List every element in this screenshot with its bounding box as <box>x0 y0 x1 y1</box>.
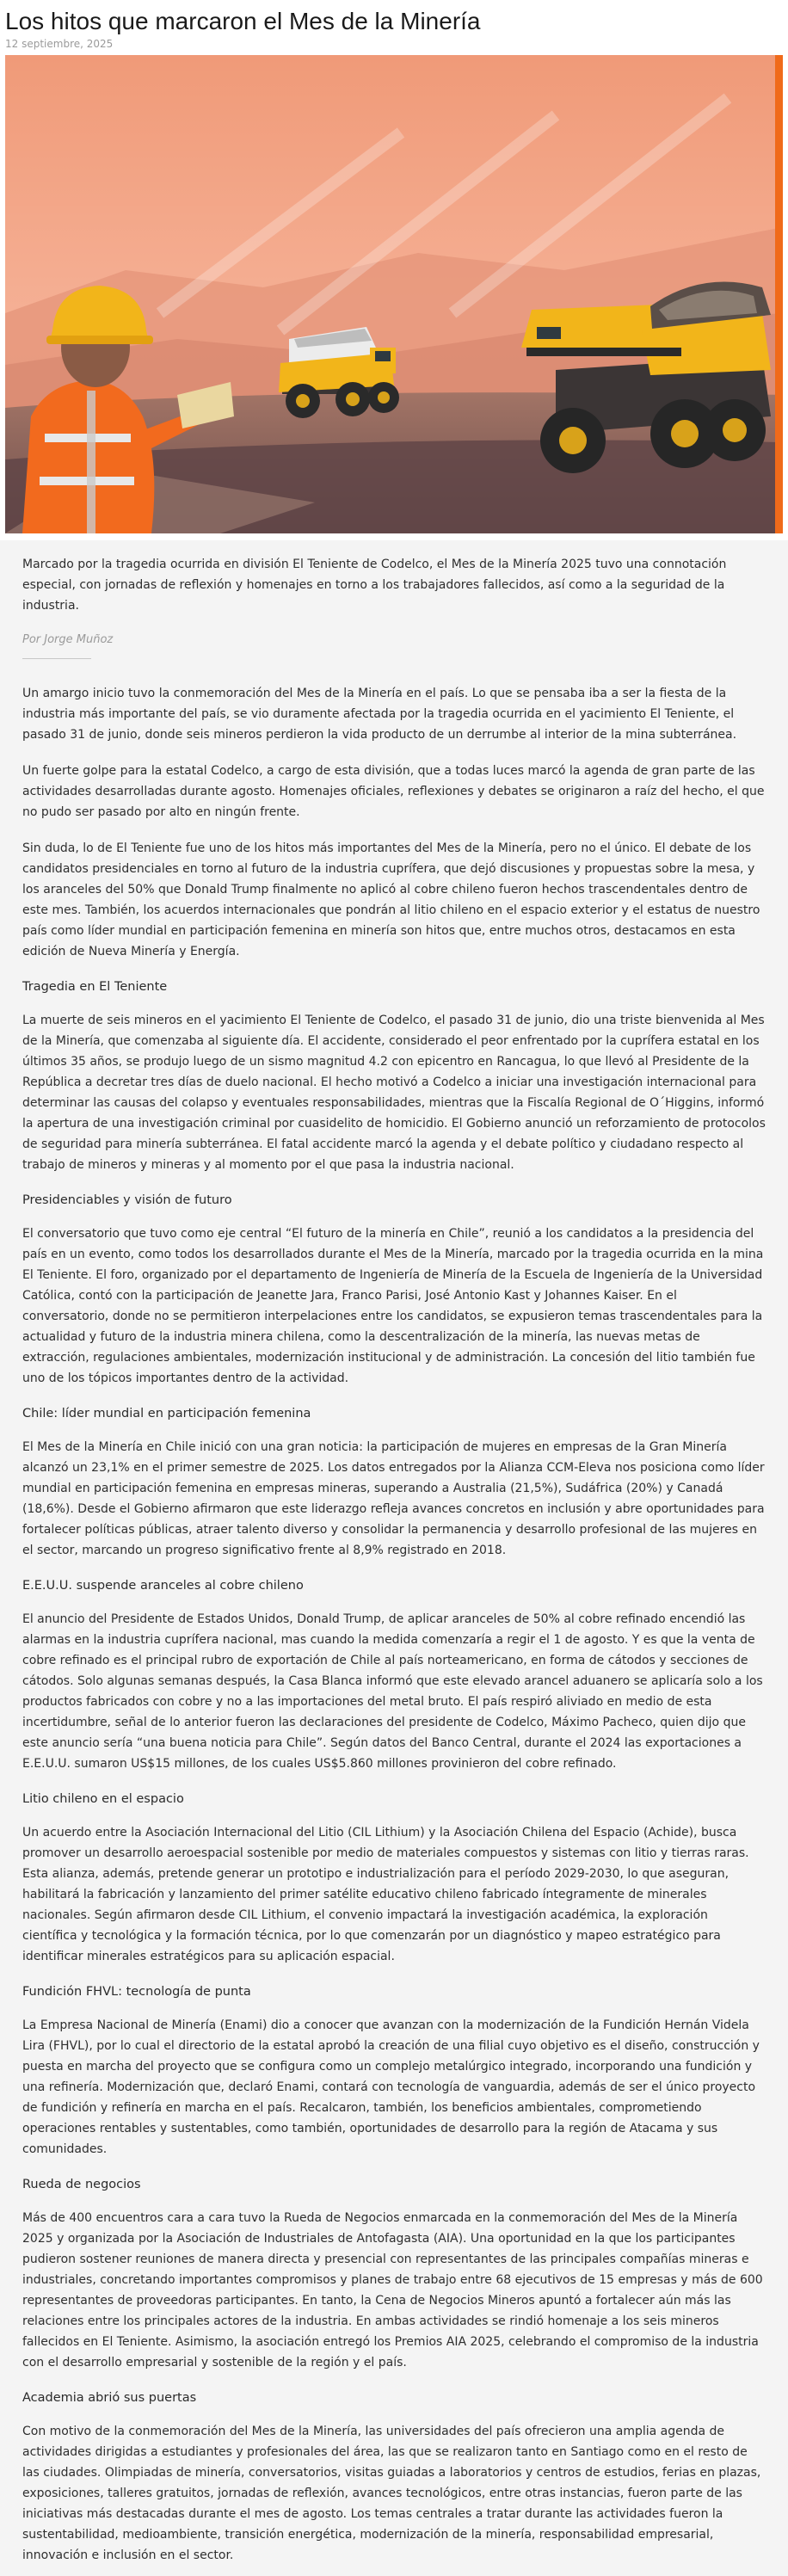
section-paragraph: Un acuerdo entre la Asociación Internacional del Litio (CIL Lithium) y la Asociación Chilena del Espacio (Achide), busca promover un desarrollo aeroespacial sostenible por medio de materiales compuestos y sistemas con litio y tierras raras. Esta alianza, además, pretende generar un prototipo e industrialización para el período 2029-2030, lo que aseguran, habilitará la fabricación y lanzamiento del primer satélite educativo chileno fabricado íntegramente de minerales nacionales. Según afirmaron desde CIL Lithium, el convenio impactará la investigación académica, la exploración científica y tecnológica y la formación técnica, por lo que comenzarán por un diagnóstico y mapeo estratégico para identificar minerales estratégicos para su aplicación espacial. <box>22 1825 749 1963</box>
page-title: Los hitos que marcaron el Mes de la Minería <box>5 8 481 34</box>
section-paragraph: El Mes de la Minería en Chile inició con una gran noticia: la participación de mujeres en empresas de la Gran Minería alcanzó un 23,1% en el primer semestre de 2025. Los datos entregados por la Alianza CCM-Eleva nos posiciona como líder mundial en participación femenina en empresas mineras, superando a Australia (21,5%), Sudáfrica (20%) y Canadá (18,6%). Desde el Gobierno afirmaron que este liderazgo refleja avances concretos en inclusión y abre oportunidades para fortalecer políticas públicas, atraer talento diverso y consolidar la permanencia y desarrollo profesional de las mujeres en el sector, marcando un progreso significativo frente al 8,9% registrado en 2018. <box>22 1439 765 1557</box>
section-heading: Litio chileno en el espacio <box>22 1791 184 1806</box>
section-heading: Presidenciables y visión de futuro <box>22 1192 232 1207</box>
section-paragraph: Con motivo de la conmemoración del Mes de la Minería, las universidades del país ofrecieron una amplia agenda de actividades dirigidas a estudiantes y profesionales del área, las que se realizaron tanto en Santiago como en el resto de las ciudades. Olimpiadas de minería, conversatorios, visitas guiadas a laboratorios y centros de estudios, ferias en plazas, exposiciones, talleres gratuitos, jornadas de reflexión, avances tecnológicos, entre otras instancias, fueron parte de las iniciativas más destacadas durante el mes de agosto. Los temas centrales a tratar durante las actividades fueron la sustentabilidad, medioambiente, transición energética, modernización de la minería, responsabilidad empresarial, innovación e inclusión en el sector. <box>22 2424 761 2562</box>
section-paragraph: El conversatorio que tuvo como eje central “El futuro de la minería en Chile”, reunió a los candidatos a la presidencia del país en un evento, como todos los desarrollados durante el Mes de la Minería, marcado por la tragedia ocurrida en la mina El Teniente. El foro, organizado por el departamento de Ingeniería de Minería de la Escuela de Ingeniería de la Universidad Católica, contó con la participación de Jeanette Jara, Franco Parisi, José Antonio Kast y Johannes Kaiser. En el conversatorio, donde no se permitieron interpelaciones entre los candidatos, se expusieron temas trascendentales para la actualidad y futuro de la industria minera chilena, como la descentralización de la minería, las nuevas metas de extracción, regulaciones ambientales, modernización institucional y de administración. La concesión del litio también fue uno de los tópicos importantes dentro de la actividad. <box>22 1226 764 1385</box>
lead-paragraph: Marcado por la tragedia ocurrida en división El Teniente de Codelco, el Mes de la Minería 2025 tuvo una connotación especial, con jornadas de reflexión y homenajes en torno a los trabajadores fallecidos, así como a la seguridad de la industria. <box>22 557 727 613</box>
section-heading: Fundición FHVL: tecnología de punta <box>22 1984 251 1999</box>
hero-image <box>5 55 783 533</box>
byline-divider <box>22 658 91 659</box>
section-heading: E.E.U.U. suspende aranceles al cobre chileno <box>22 1578 304 1593</box>
section-paragraph: La Empresa Nacional de Minería (Enami) dio a conocer que avanzan con la modernización de la Fundición Hernán Videla Lira (FHVL), por lo cual el directorio de la estatal aprobó la creación de una filial cuyo objetivo es el diseño, construcción y puesta en marcha del proyecto que se configura como un complejo metalúrgico integrado, incorporando una fundición y una refinería. Modernización que, declaró Enami, contará con tecnología de vanguardia, además de ser el único proyecto de fundición y refinería en marcha en el país. Recalcaron, también, los beneficios ambientales, comprometiendo operaciones rentables y sustentables, como también, oportunidades de desarrollo para la región de Atacama y sus comunidades. <box>22 2018 760 2156</box>
section-heading: Chile: líder mundial en participación femenina <box>22 1406 311 1420</box>
section-paragraph: El anuncio del Presidente de Estados Unidos, Donald Trump, de aplicar aranceles de 50% al cobre refinado encendió las alarmas en la industria cuprífera nacional, mas cuando la medida comenzaría a regir el 1 de agosto. Y es que la venta de cobre refinado es el principal rubro de exportación de Chile al país norteamericano, en forma de cátodos y secciones de cátodos. Solo algunas semanas después, la Casa Blanca informó que este elevado arancel aduanero se aplicaría solo a los productos fabricados con cobre y no a las importaciones del metal bruto. El país respiró aliviado en medio de esta incertidumbre, señal de lo anterior fueron las declaraciones del presidente de Codelco, Máximo Pacheco, quien dijo que este anuncio sería “una buena noticia para Chile”. Según datos del Banco Central, durante el 2024 las exportaciones a E.E.U.U. sumaron US$15 millones, de los cuales US$5.860 millones provinieron del cobre refinado. <box>22 1612 763 1771</box>
article-body <box>0 540 788 2576</box>
author-byline: Por Jorge Muñoz <box>22 632 114 646</box>
section-heading: Academia abrió sus puertas <box>22 2390 197 2405</box>
intro-paragraph: Sin duda, lo de El Teniente fue uno de los hitos más importantes del Mes de la Minería, pero no el único. El debate de los candidatos presidenciales en torno al futuro de la industria cuprífera, que dejó discusiones y propuestas sobre la mesa, y los aranceles del 50% que Donald Trump finalmente no aplicó al cobre chileno fueron hechos trascendentales dentro de este mes. También, los acuerdos internacionales que pondrán al litio chileno en el espacio exterior y el estatus de nuestro país como líder mundial en participación femenina en minería son hitos que, entre muchos otros, destacamos en esta edición de Nueva Minería y Energía. <box>22 841 760 958</box>
section-heading: Rueda de negocios <box>22 2177 141 2191</box>
intro-paragraph: Un amargo inicio tuvo la conmemoración del Mes de la Minería en el país. Lo que se pensaba iba a ser la fiesta de la industria más importante del país, se vio duramente afectada por la tragedia ocurrida en el yacimiento El Teniente, el pasado 31 de junio, donde seis mineros perdieron la vida producto de un derrumbe al interior de la mina subterránea. <box>22 686 737 742</box>
hero-accent-bar <box>775 55 783 533</box>
section-paragraph: Más de 400 encuentros cara a cara tuvo la Rueda de Negocios enmarcada en la conmemoración del Mes de la Minería 2025 y organizada por la Asociación de Industriales de Antofagasta (AIA). Una oportunidad en la que los participantes pudieron sostener reuniones de manera directa y presencial con representantes de las principales compañías mineras e industriales, concretando importantes compromisos y planes de trabajo entre 68 ejecutivos de 15 empresas y más de 600 representantes de proveedoras participantes. En tanto, la Cena de Negocios Mineros apuntó a fortalecer aún más las relaciones entre los principales actores de la industria. En ambas actividades se rindió homenaje a los seis mineros fallecidos en El Teniente. Asimismo, la asociación entregó los Premios AIA 2025, celebrando el compromiso de la industria con el desarrollo empresarial y sostenible de la región y el país. <box>22 2210 763 2370</box>
mining-illustration-icon <box>5 55 783 533</box>
publish-date: 12 septiembre, 2025 <box>5 37 114 50</box>
section-heading: Tragedia en El Teniente <box>22 979 168 994</box>
intro-paragraph: Un fuerte golpe para la estatal Codelco, a cargo de esta división, que a todas luces marcó la agenda de gran parte de las actividades desarrolladas durante agosto. Homenajes oficiales, reflexiones y debates se originaron a raíz del hecho, el que no pudo ser pasado por alto en ningún frente. <box>22 763 765 819</box>
section-paragraph: La muerte de seis mineros en el yacimiento El Teniente de Codelco, el pasado 31 de junio, dio una triste bienvenida al Mes de la Minería, que comenzaba al siguiente día. El accidente, considerado el peor enfrentado por la cuprífera estatal en los últimos 35 años, se produjo luego de un sismo magnitud 4.2 con epicentro en Rancagua, lo que llevó al Presidente de la República a decretar tres días de duelo nacional. El hecho motivó a Codelco a iniciar una investigación internacional para determinar las causas del colapso y eventuales responsabilidades, mientras que la Fiscalía Regional de O´Higgins, informó la apertura de una investigación criminal por cuasidelito de homicidio. El Gobierno anunció un reforzamiento de protocolos de seguridad para minería subterránea. El fatal accidente marcó la agenda y el debate político y ciudadano respecto al trabajo de mineros y mineras y al momento por el que pasa la industria nacional. <box>22 1013 766 1172</box>
